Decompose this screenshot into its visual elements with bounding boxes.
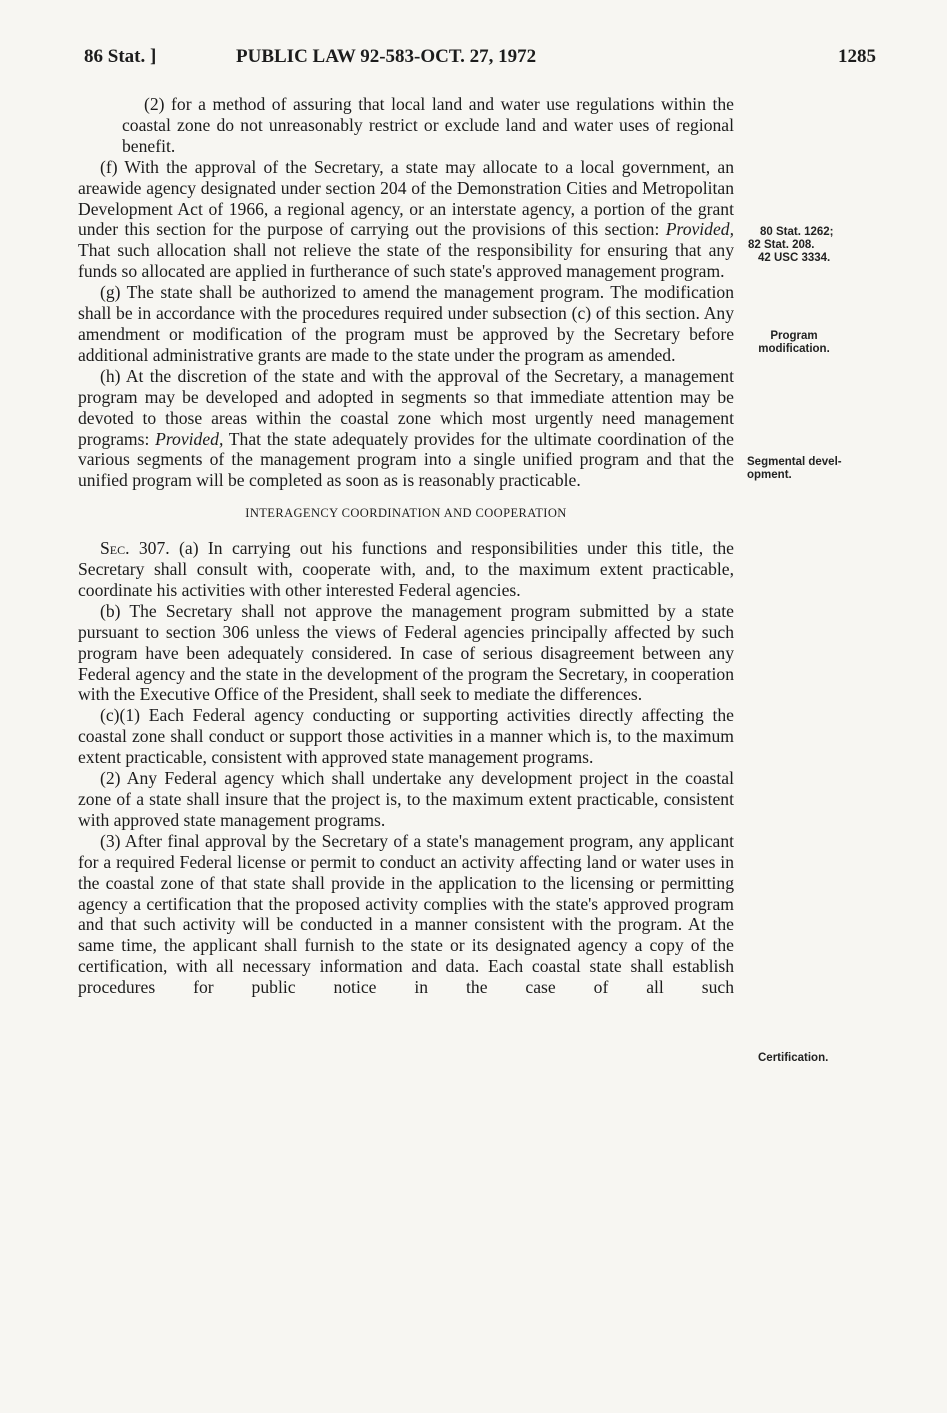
paragraph-307c3: (3) After final approval by the Secretary of a state's management program, any applicant for a required Federal license or permit to conduct an activity affecting land or water uses in the coastal zone of that state shall provide in the application to the licensing or permitting agency a certification that the proposed activity complies with the state's approved program and that such activity will be conducted in a manner consistent with the program. At the same time, the applicant shall furnish to the state or its designated agency a copy of the certification, with all necessary information and data. Each coastal state shall establish procedures for public notice in the case of all such	[78, 830, 734, 998]
margin-note-citation: 80 Stat. 1262; 82 Stat. 208. 42 USC 3334.	[748, 226, 834, 264]
provided-italic: Provided,	[155, 428, 224, 449]
section-label: Sec. 307.	[100, 538, 170, 559]
main-text	[78, 94, 734, 998]
running-title: PUBLIC LAW 92-583-OCT. 27, 1972	[236, 46, 537, 67]
paragraph-307c2: (2) Any Federal agency which shall undertake any development project in the coastal zone of a state shall insure that the project is, to the maximum extent practicable, consistent with approved state management programs.	[78, 768, 734, 830]
provided-italic: Provided,	[665, 219, 734, 240]
paragraph-e2: (2) for a method of assuring that local land and water use regulations within the coastal zone do not unreasonably restrict or exclude land and water uses of regional benefit.	[122, 94, 734, 156]
paragraph-g: (g) The state shall be authorized to amend the management program. The modification shall be in accordance with the procedures required under subsection (c) of this section. Any amendment or modification of the program must be approved by the Secretary before additional administrative grants are made to the state under the program as amended.	[78, 282, 734, 365]
paragraph-307b: (b) The Secretary shall not approve the management program submitted by a state pursuant to section 306 unless the views of Federal agencies principally affected by such program have been adequately considered. In case of serious disagreement between any Federal agency and the state in the development of the program the Secretary, in cooperation with the Executive Office of the President, shall seek to mediate the differences.	[78, 600, 734, 705]
margin-note-certification: Certification.	[758, 1052, 829, 1064]
paragraph-f: (f) With the approval of the Secretary, a state may allocate to a local government, an areawide agency designated under section 204 of the Demonstration Cities and Metropolitan Development Act of 1966, a regional agency, or an interstate agency, a portion of the grant under this section for the purpose of carrying out the provisions of this section: Provided, That such allocation shall not relieve the state of the responsibility for ensuring that any funds so allocated are applied in furtherance of such state's approved management program.	[78, 156, 734, 282]
section-heading: INTERAGENCY COORDINATION AND COOPERATION	[245, 506, 567, 521]
page-number: 1285	[838, 46, 876, 67]
page-header	[0, 46, 947, 76]
statute-reference: 86 Stat. ]	[84, 46, 157, 67]
margin-note-program-modification: Program modification.	[758, 330, 830, 355]
paragraph-307c1: (c)(1) Each Federal agency conducting or supporting activities directly affecting the coastal zone shall conduct or support those activities in a manner which is, to the maximum extent practicable, consistent with approved state management programs.	[78, 705, 734, 768]
margin-note-segmental-development: Segmental devel- opment.	[747, 456, 842, 481]
paragraph-307a: Sec. 307. (a) In carrying out his functions and responsibilities under this title, the Secretary shall consult with, cooperate with, and, to the maximum extent practicable, coordinate his activities with other interested Federal agencies.	[78, 538, 734, 600]
paragraph-h: (h) At the discretion of the state and with the approval of the Secretary, a management program may be developed and adopted in segments so that immediate attention may be devoted to those areas within the coastal zone which most urgently need management programs: Provided, That the state adequately provides for the ultimate coordination of the various segments of the management program into a single unified program and that the unified program will be completed as soon as is reasonably practicable.	[78, 365, 734, 491]
